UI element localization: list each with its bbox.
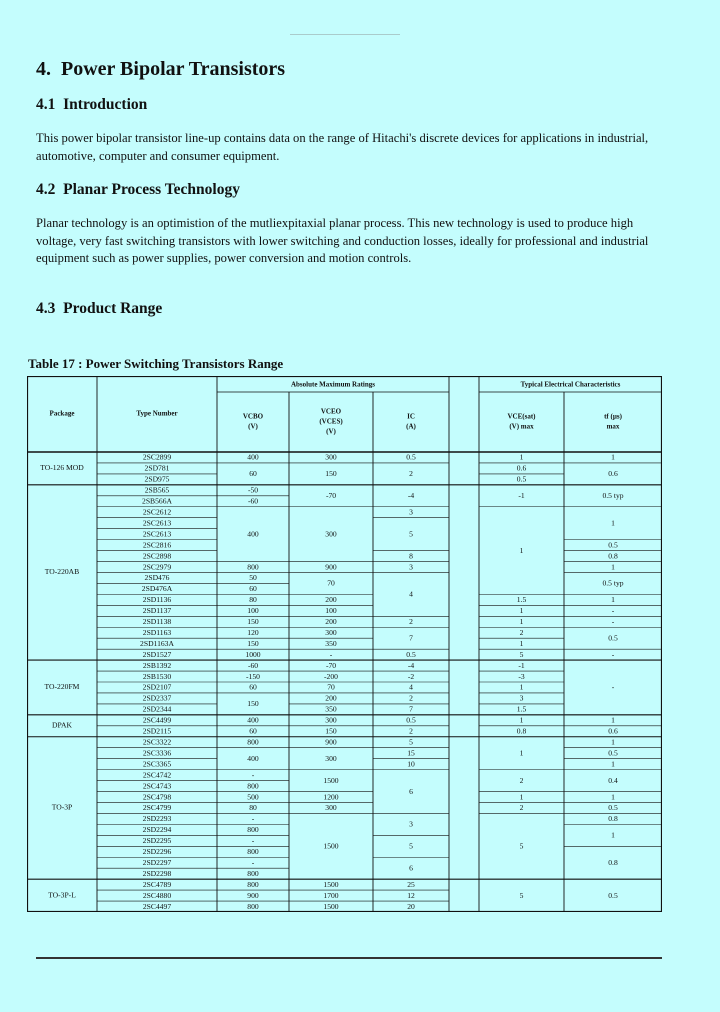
vcbo-cell: 50: [249, 573, 257, 583]
ic-cell: 2: [409, 693, 413, 703]
vce-sat-cell: 1: [519, 715, 524, 725]
vceo-cell: 200: [325, 617, 337, 627]
ic-cell: -4: [407, 660, 415, 670]
ic-cell: 8: [409, 551, 413, 561]
tf-cell: 0.4: [608, 775, 618, 785]
tf-cell: 0.5: [608, 748, 618, 758]
type-number-cell: 2SD1137: [142, 606, 172, 616]
type-number-cell: 2SD476: [144, 573, 170, 583]
vceo-cell: -70: [325, 660, 337, 670]
type-number-cell: 2SD975: [144, 474, 170, 484]
tf-cell: -: [611, 617, 615, 627]
vce-sat-cell: 1: [519, 748, 524, 758]
header-vceo: (VCES): [319, 417, 343, 426]
type-number-cell: 2SB565: [144, 485, 170, 495]
ic-cell: 5: [409, 737, 413, 747]
package-cell: TO-3P-L: [48, 890, 76, 900]
type-number-cell: 2SB1530: [142, 671, 172, 681]
vce-sat-cell: 1: [519, 682, 524, 692]
type-number-cell: 2SD2295: [142, 836, 172, 846]
type-number-cell: 2SC4497: [142, 901, 172, 911]
ic-cell: -2: [407, 671, 415, 681]
subsection-heading-introduction: 4.1 Introduction: [36, 96, 148, 113]
type-number-cell: 2SD1163A: [140, 638, 174, 648]
power-transistor-table: [27, 376, 662, 912]
vcbo-cell: 800: [247, 562, 259, 572]
ic-cell: 6: [409, 863, 413, 873]
vcbo-cell: 100: [247, 606, 259, 616]
vcbo-cell: 800: [247, 825, 259, 835]
header-tf: tf (µs): [604, 412, 622, 421]
type-number-cell: 2SD2294: [142, 825, 172, 835]
vce-sat-cell: 1.5: [516, 595, 527, 605]
type-number-cell: 2SD2337: [142, 693, 172, 703]
vcbo-cell: 800: [247, 879, 259, 889]
header-ic: (A): [406, 422, 416, 431]
subsection-heading-product-range: 4.3 Product Range: [36, 300, 163, 317]
vcbo-cell: -150: [246, 671, 260, 681]
vce-sat-cell: 2: [519, 775, 524, 785]
type-number-cell: 2SC4798: [142, 792, 172, 802]
vcbo-cell: 400: [247, 529, 259, 539]
type-number-cell: 2SC3336: [142, 748, 172, 758]
ic-cell: 0.5: [406, 715, 416, 725]
vce-sat-cell: 1: [519, 638, 524, 648]
vce-sat-cell: 5: [519, 841, 524, 851]
header-vceo: VCEO: [320, 407, 342, 416]
tf-cell: 1: [611, 562, 615, 572]
header-vce-sat: VCE(sat): [507, 412, 536, 421]
header-vce-sat: (V) max: [509, 422, 534, 431]
ic-cell: 15: [407, 748, 415, 758]
vcbo-cell: 800: [247, 781, 259, 791]
vceo-cell: 1500: [323, 879, 339, 889]
tf-cell: 0.5: [608, 540, 618, 550]
vce-sat-cell: 0.8: [516, 726, 527, 736]
vceo-cell: -: [329, 649, 333, 659]
type-number-cell: 2SD1163: [142, 627, 172, 637]
header-package: Package: [49, 409, 75, 418]
type-number-cell: 2SC2613: [142, 529, 172, 539]
vce-sat-cell: -1: [518, 660, 525, 670]
vce-sat-cell: 1: [519, 792, 524, 802]
package-cell: TO-220FM: [44, 682, 80, 692]
vcbo-cell: 800: [247, 901, 259, 911]
vcbo-cell: 1000: [245, 649, 261, 659]
type-number-cell: 2SD781: [144, 463, 170, 473]
type-number-cell: 2SB566A: [142, 496, 172, 506]
vceo-cell: 200: [325, 595, 337, 605]
tf-cell: 0.6: [608, 726, 618, 736]
type-number-cell: 2SD476A: [141, 584, 173, 594]
vce-sat-cell: -1: [518, 491, 525, 501]
tf-cell: -: [611, 682, 615, 692]
vcbo-cell: 80: [249, 803, 257, 813]
vcbo-cell: 500: [247, 792, 259, 802]
vce-sat-cell: 2: [519, 803, 524, 813]
ic-cell: 3: [409, 819, 413, 829]
group-header-abs-max: Absolute Maximum Ratings: [290, 380, 376, 389]
vcbo-cell: 800: [247, 868, 259, 878]
type-number-cell: 2SD2293: [142, 814, 172, 824]
vcbo-cell: -60: [247, 660, 259, 670]
vceo-cell: 900: [325, 737, 337, 747]
tf-cell: 1: [611, 830, 615, 840]
type-number-cell: 2SD2107: [142, 682, 172, 692]
type-number-cell: 2SD2115: [142, 726, 172, 736]
vceo-cell: 150: [325, 469, 337, 479]
ic-cell: 5: [409, 841, 413, 851]
tf-cell: 1: [611, 595, 615, 605]
header-type-number: Type Number: [136, 409, 178, 418]
type-number-cell: 2SC4743: [142, 781, 172, 791]
type-number-cell: 2SC2816: [142, 540, 172, 550]
type-number-cell: 2SD2297: [142, 857, 172, 867]
top-scan-mark: [290, 34, 400, 35]
type-number-cell: 2SC2898: [142, 551, 172, 561]
tf-cell: 1: [611, 518, 615, 528]
vceo-cell: 900: [325, 562, 337, 572]
vce-sat-cell: 5: [519, 649, 524, 659]
ic-cell: 0.5: [406, 649, 416, 659]
vcbo-cell: -60: [247, 496, 259, 506]
vcbo-cell: 800: [247, 847, 259, 857]
vceo-cell: 150: [325, 726, 337, 736]
vcbo-cell: 400: [247, 715, 259, 725]
type-number-cell: 2SC4799: [142, 803, 172, 813]
ic-cell: 4: [409, 682, 413, 692]
tf-cell: -: [611, 606, 615, 616]
type-number-cell: 2SD1136: [142, 595, 172, 605]
ic-cell: 3: [409, 562, 413, 572]
ic-cell: 7: [409, 704, 413, 714]
vcbo-cell: 60: [249, 584, 257, 594]
ic-cell: 7: [409, 633, 413, 643]
vcbo-cell: 60: [249, 682, 257, 692]
footer-rule: [36, 957, 662, 959]
vcbo-cell: -: [251, 770, 255, 780]
type-number-cell: 2SD2296: [142, 847, 172, 857]
vceo-cell: 1500: [323, 841, 339, 851]
type-number-cell: 2SD2298: [142, 868, 172, 878]
vce-sat-cell: 2: [519, 627, 524, 637]
tf-cell: 1: [611, 452, 615, 462]
vcbo-cell: 400: [247, 753, 259, 763]
ic-cell: 10: [407, 759, 415, 769]
type-number-cell: 2SC3322: [142, 737, 172, 747]
vcbo-cell: 150: [247, 638, 259, 648]
type-number-cell: 2SC4499: [142, 715, 172, 725]
type-number-cell: 2SC2979: [142, 562, 172, 572]
tf-cell: 0.8: [608, 551, 618, 561]
tf-cell: 1: [611, 715, 615, 725]
table-border: [28, 377, 662, 912]
vceo-cell: 200: [325, 693, 337, 703]
package-cell: TO-126 MOD: [40, 463, 84, 473]
ic-cell: 25: [407, 879, 415, 889]
vcbo-cell: 80: [249, 595, 257, 605]
package-cell: TO-3P: [51, 802, 73, 812]
vce-sat-cell: 1: [519, 617, 524, 627]
vceo-cell: 70: [327, 682, 335, 692]
header-vceo: (V): [326, 427, 336, 436]
vceo-cell: 1500: [323, 775, 339, 785]
tf-cell: -: [611, 649, 615, 659]
tf-cell: 0.5: [608, 633, 618, 643]
vcbo-cell: 150: [247, 617, 259, 627]
vceo-cell: 1200: [323, 792, 339, 802]
vce-sat-cell: 1: [519, 606, 524, 616]
vce-sat-cell: 3: [519, 693, 524, 703]
ic-cell: 2: [409, 469, 413, 479]
vceo-cell: 1500: [323, 901, 339, 911]
type-number-cell: 2SC4789: [142, 879, 172, 889]
vcbo-cell: 900: [247, 890, 259, 900]
ic-cell: -4: [407, 491, 415, 501]
introduction-paragraph: This power bipolar transistor line-up contains data on the range of Hitachi's discrete devices for applications in industrial, automotive, computer and consumer equipment.: [36, 131, 649, 163]
type-number-cell: 2SC4742: [142, 770, 172, 780]
tf-cell: 0.8: [608, 857, 618, 867]
vceo-cell: 300: [325, 715, 337, 725]
ic-cell: 20: [407, 901, 415, 911]
header-vcbo: (V): [248, 422, 258, 431]
ic-cell: 3: [409, 507, 413, 517]
vceo-cell: 300: [325, 627, 337, 637]
package-cell: TO-220AB: [44, 567, 80, 577]
tf-cell: 0.5 typ: [602, 578, 624, 588]
type-number-cell: 2SC2613: [142, 518, 172, 528]
header-tf: max: [606, 422, 620, 431]
vcbo-cell: 120: [247, 627, 259, 637]
vcbo-cell: 60: [249, 469, 257, 479]
vceo-cell: 350: [325, 638, 337, 648]
vceo-cell: 100: [325, 606, 337, 616]
type-number-cell: 2SB1392: [142, 660, 172, 670]
ic-cell: 12: [407, 890, 415, 900]
vceo-cell: 70: [327, 578, 335, 588]
header-ic: IC: [407, 412, 415, 421]
header-vcbo: VCBO: [242, 412, 264, 421]
tf-cell: 0.5: [608, 803, 618, 813]
vcbo-cell: -: [251, 836, 255, 846]
vce-sat-cell: 0.5: [516, 474, 527, 484]
section-title: 4. Power Bipolar Transistors: [36, 58, 286, 80]
ic-cell: 5: [409, 529, 413, 539]
vceo-cell: 1700: [323, 890, 339, 900]
subsection-heading-planar: 4.2 Planar Process Technology: [36, 181, 240, 198]
ic-cell: 6: [409, 786, 413, 796]
vce-sat-cell: 1: [519, 545, 524, 555]
vceo-cell: 300: [325, 753, 337, 763]
ic-cell: 4: [409, 589, 413, 599]
vcbo-cell: -: [251, 857, 255, 867]
vceo-cell: 300: [325, 529, 337, 539]
vceo-cell: 350: [325, 704, 337, 714]
tf-cell: 1: [611, 737, 615, 747]
tf-cell: 1: [611, 792, 615, 802]
vce-sat-cell: 1: [519, 452, 524, 462]
vceo-cell: -200: [324, 671, 338, 681]
type-number-cell: 2SC2899: [142, 452, 172, 462]
vcbo-cell: -50: [247, 485, 259, 495]
tf-cell: 0.5 typ: [602, 491, 624, 501]
vce-sat-cell: 0.6: [516, 463, 527, 473]
ic-cell: 0.5: [406, 452, 416, 462]
vce-sat-cell: -3: [518, 671, 525, 681]
vcbo-cell: 800: [247, 737, 259, 747]
vceo-cell: 300: [325, 452, 337, 462]
vcbo-cell: -: [251, 814, 255, 824]
type-number-cell: 2SC2612: [142, 507, 172, 517]
vce-sat-cell: 1.5: [516, 704, 527, 714]
type-number-cell: 2SD2344: [142, 704, 172, 714]
tf-cell: 1: [611, 759, 615, 769]
vceo-cell: -70: [325, 491, 337, 501]
vcbo-cell: 60: [249, 726, 257, 736]
group-header-typical: Typical Electrical Characteristics: [520, 380, 621, 389]
type-number-cell: 2SD1527: [142, 649, 172, 659]
tf-cell: 0.6: [608, 469, 618, 479]
ic-cell: 2: [409, 617, 413, 627]
ic-cell: 2: [409, 726, 413, 736]
type-number-cell: 2SD1138: [142, 617, 172, 627]
vce-sat-cell: 5: [519, 890, 524, 900]
vcbo-cell: 150: [247, 699, 259, 709]
tf-cell: 0.5: [608, 890, 618, 900]
vceo-cell: 300: [325, 803, 337, 813]
vcbo-cell: 400: [247, 452, 259, 462]
package-cell: DPAK: [52, 720, 72, 730]
planar-paragraph: Planar technology is an optimistion of the mutliexpitaxial planar process. This new technology is used to produce high voltage, very fast switching transistors with lower switching and conduction losses, ideally for professional and industrial equipment such as power supplies, power conversion and motion controls.: [36, 216, 649, 265]
type-number-cell: 2SC4880: [142, 890, 172, 900]
table-caption: Table 17 : Power Switching Transistors Range: [28, 356, 284, 371]
tf-cell: 0.8: [608, 814, 618, 824]
type-number-cell: 2SC3365: [142, 759, 172, 769]
